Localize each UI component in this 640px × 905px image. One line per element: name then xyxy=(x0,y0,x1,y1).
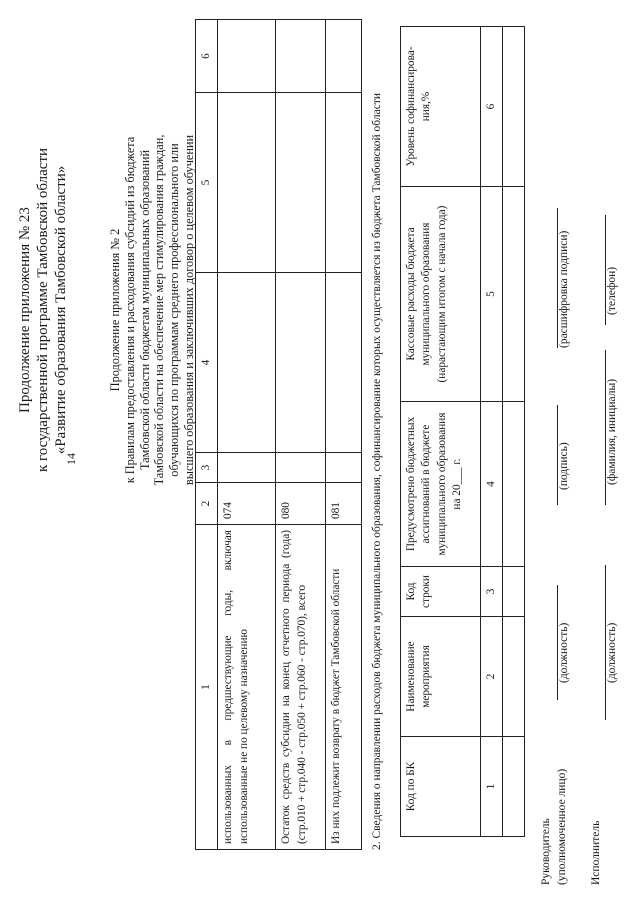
column-number: 1 xyxy=(196,525,218,850)
column-number: 6 xyxy=(481,27,503,187)
header-cell: Наименование мероприятия xyxy=(401,617,481,737)
column-number: 2 xyxy=(481,617,503,737)
header-cell: Кассовые расходы бюджета муниципального образования (нарастающим итогом с начала года) xyxy=(401,187,481,402)
head-decoding-caption: (расшифровка подписи) xyxy=(558,230,570,348)
column-number: 4 xyxy=(481,402,503,567)
column-number: 1 xyxy=(481,737,503,837)
executor-phone-caption: (телефон) xyxy=(606,266,618,315)
row-name: использованных в предшествующие годы, включая использованные не по целевому назначению xyxy=(218,525,276,850)
column-number: 6 xyxy=(196,20,218,93)
empty-cell xyxy=(276,453,326,483)
empty-cell xyxy=(326,20,362,93)
table-row xyxy=(503,27,525,837)
column-number: 3 xyxy=(196,453,218,483)
empty-cell xyxy=(503,567,525,617)
empty-cell xyxy=(218,20,276,93)
empty-cell xyxy=(276,273,326,453)
empty-cell xyxy=(503,617,525,737)
header-cell: Код по БК xyxy=(401,737,481,837)
head-label: Руководитель xyxy=(540,818,552,885)
table-header-row xyxy=(401,27,481,837)
empty-cell xyxy=(503,737,525,837)
subheader-line-5: обучающихся по программам среднего профессионального или xyxy=(167,143,181,477)
header-cell: Предусмотрено бюджетных ассигнований в бюджете муниципального образования на 20___ г. xyxy=(401,402,481,567)
empty-cell xyxy=(326,453,362,483)
empty-cell xyxy=(326,273,362,453)
empty-cell xyxy=(218,93,276,273)
subheader-line-6: высшего образования и заключивших договор о целевом обучении xyxy=(181,134,196,486)
empty-cell xyxy=(276,20,326,93)
executor-label: Исполнитель xyxy=(590,820,602,885)
subheader-line-3: Тамбовской области бюджетам муниципальных образований xyxy=(137,149,152,471)
table-header-row xyxy=(196,20,218,850)
row-code: 074 xyxy=(218,483,276,525)
row-code: 080 xyxy=(276,483,326,525)
empty-cell xyxy=(503,27,525,187)
column-number: 2 xyxy=(196,483,218,525)
empty-cell xyxy=(326,93,362,273)
subheader-line-2: к Правилам предоставления и расходования субсидий из бюджета xyxy=(122,136,137,484)
column-number: 4 xyxy=(196,273,218,453)
page-number: 14 xyxy=(64,453,78,465)
executor-position-caption: (должность) xyxy=(606,622,618,683)
appendix-header xyxy=(16,15,70,605)
head-position-caption: (должность) xyxy=(558,622,570,683)
section-2-title: 2. Сведения о направлении расходов бюджета муниципального образования, софинансирование которых осуществляется из бюджета Тамбовской области xyxy=(371,93,383,850)
table-row xyxy=(218,20,276,850)
empty-cell xyxy=(503,187,525,402)
executor-name-caption: (фамилия, инициалы) xyxy=(606,378,618,485)
subheader-line-1: Продолжение приложения № 2 xyxy=(108,228,122,392)
empty-cell xyxy=(218,453,276,483)
table-row xyxy=(481,27,503,837)
row-name: Из них подлежит возврату в бюджет Тамбовской области xyxy=(326,525,362,850)
subsidy-balance-table xyxy=(195,19,362,850)
column-number: 5 xyxy=(481,187,503,402)
column-number: 5 xyxy=(196,93,218,273)
empty-cell xyxy=(218,273,276,453)
row-code: 081 xyxy=(326,483,362,525)
subheader-line-4: Тамбовской области на обеспечение мер стимулирования граждан, xyxy=(152,134,167,486)
column-number: 3 xyxy=(481,567,503,617)
empty-cell xyxy=(276,93,326,273)
expenditure-table xyxy=(400,26,525,837)
table-row xyxy=(326,20,362,850)
appendix-subheader xyxy=(108,15,197,605)
header-cell: Код строки xyxy=(401,567,481,617)
header-line-1: Продолжение приложения № 23 xyxy=(17,207,33,413)
header-line-2: к государственной программе Тамбовской области xyxy=(35,147,51,473)
empty-cell xyxy=(503,402,525,567)
head-sublabel: (уполномоченное лицо) xyxy=(556,768,568,885)
header-cell: Уровень софинансирова-ния,% xyxy=(401,27,481,187)
table-row xyxy=(276,20,326,850)
head-signature-caption: (подпись) xyxy=(558,442,570,490)
header-line-3: «Развитие образования Тамбовской области» xyxy=(53,165,69,455)
row-name: Остаток средств субсидии на конец отчетного периода (года) (стр.010 + стр.040 - стр.050 + стр.060 - стр.070), всего xyxy=(276,525,326,850)
